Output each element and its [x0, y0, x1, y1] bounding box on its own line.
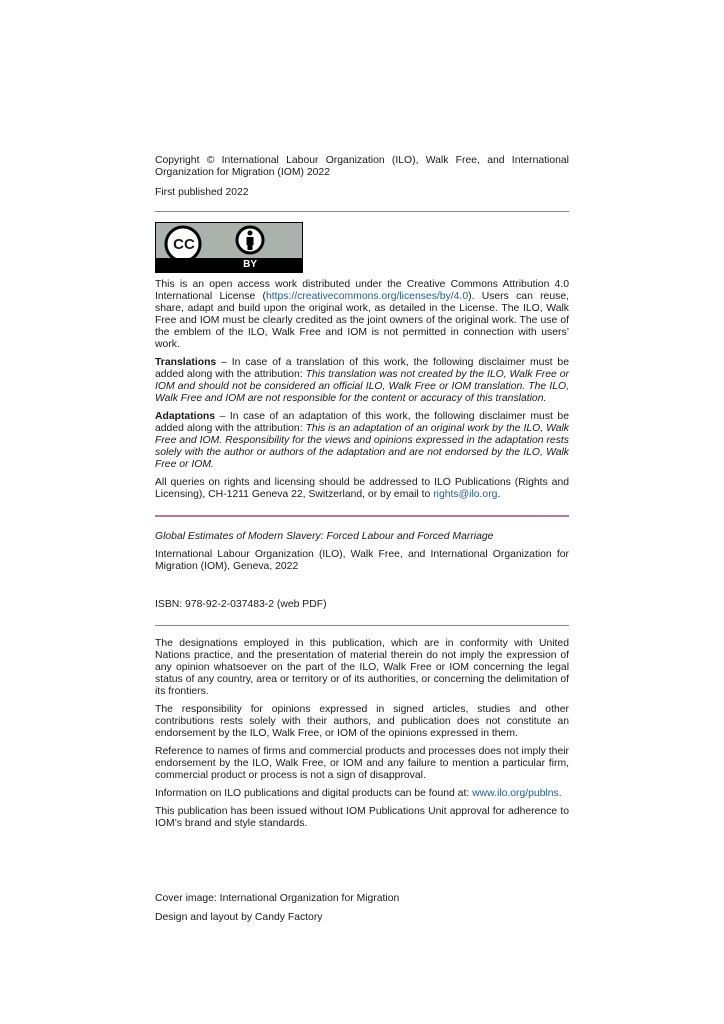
cover-image-credit: Cover image: International Organization for Migration: [155, 893, 400, 904]
divider: [155, 211, 569, 212]
license-link[interactable]: https://creativecommons.org/licenses/by/4.0: [265, 291, 469, 302]
adaptations-paragraph: Adaptations – In case of an adaptation of this work, the following disclaimer must be added along with the attribution: This is an adaptation of an original work by the ILO, Walk Free and IOM. Responsibility for the views and opinions expressed in the adaptation rests solely with the author or authors of the adaptation and are not endorsed by the ILO, Walk Free or IOM.: [155, 411, 569, 470]
reference-paragraph: Reference to names of firms and commercial products and processes does not imply their endorsement by the ILO, Walk Free, or IOM and any failure to mention a particular firm, commercial product or process is not a sign of disapproval.: [155, 745, 569, 781]
designations-paragraph: The designations employed in this publication, which are in conformity with United Nations practice, and the presentation of material therein do not imply the expression of any opinion whatsoever on the part of the ILO, Walk Free or IOM concerning the legal status of any country, area or territory or of its authorities, or concerning the delimitation of its frontiers.: [155, 637, 569, 697]
email-link[interactable]: rights@ilo.org: [433, 489, 498, 500]
imprint-page-content: [155, 155, 569, 830]
divider: [155, 515, 569, 517]
cc-label: CC: [173, 236, 195, 253]
publisher-line: International Labour Organization (ILO), Walk Free, and International Organization for Migration (IOM), Geneva, 2022: [155, 548, 569, 572]
iom-note: This publication has been issued without IOM Publications Unit approval for adherence to IOM’s brand and style standards.: [155, 805, 569, 829]
credits: [155, 893, 569, 924]
first-published: First published 2022: [155, 187, 249, 198]
cc-by-license-badge: [155, 222, 303, 273]
ilo-publications-link[interactable]: www.ilo.org/publns: [472, 787, 559, 799]
by-label: BY: [156, 258, 302, 272]
translations-paragraph: Translations – In case of a translation of this work, the following disclaimer must be added along with the attribution: This translation was not created by the ILO, Walk Free or IOM and should not be considered an official ILO, Walk Free or IOM translation. The ILO, Walk Free and IOM are not responsible for the content or accuracy of this translation.: [155, 357, 569, 404]
divider: [155, 625, 569, 626]
copyright-notice: Copyright © International Labour Organization (ILO), Walk Free, and International Organization for Migration (IOM) 2022: [155, 155, 569, 178]
responsibility-paragraph: The responsibility for opinions expressed in signed articles, studies and other contributions rests solely with their authors, and publication does not constitute an endorsement by the ILO, Walk Free, or IOM of the opinions expressed in them.: [155, 703, 569, 739]
isbn: ISBN: 978-92-2-037483-2 (web PDF): [155, 598, 327, 610]
information-paragraph: Information on ILO publications and digital products can be found at: www.ilo.org/publns.: [155, 787, 562, 799]
publication-title: Global Estimates of Modern Slavery: Forced Labour and Forced Marriage: [155, 530, 494, 542]
license-paragraph: This is an open access work distributed under the Creative Commons Attribution 4.0 International License (https://creativecommons.org/licenses/by/4.0). Users can reuse, share, adapt and build upon the original work, as detailed in the License. The ILO, Walk Free and IOM must be clearly credited as the joint owners of the original work. The use of the emblem of the ILO, Walk Free and IOM is not permitted in connection with users’ work.: [155, 279, 569, 350]
queries-paragraph: All queries on rights and licensing should be addressed to ILO Publications (Rights and Licensing), CH-1211 Geneva 22, Switzerland, or by email to rights@ilo.org.: [155, 477, 569, 500]
design-credit: Design and layout by Candy Factory: [155, 912, 323, 923]
